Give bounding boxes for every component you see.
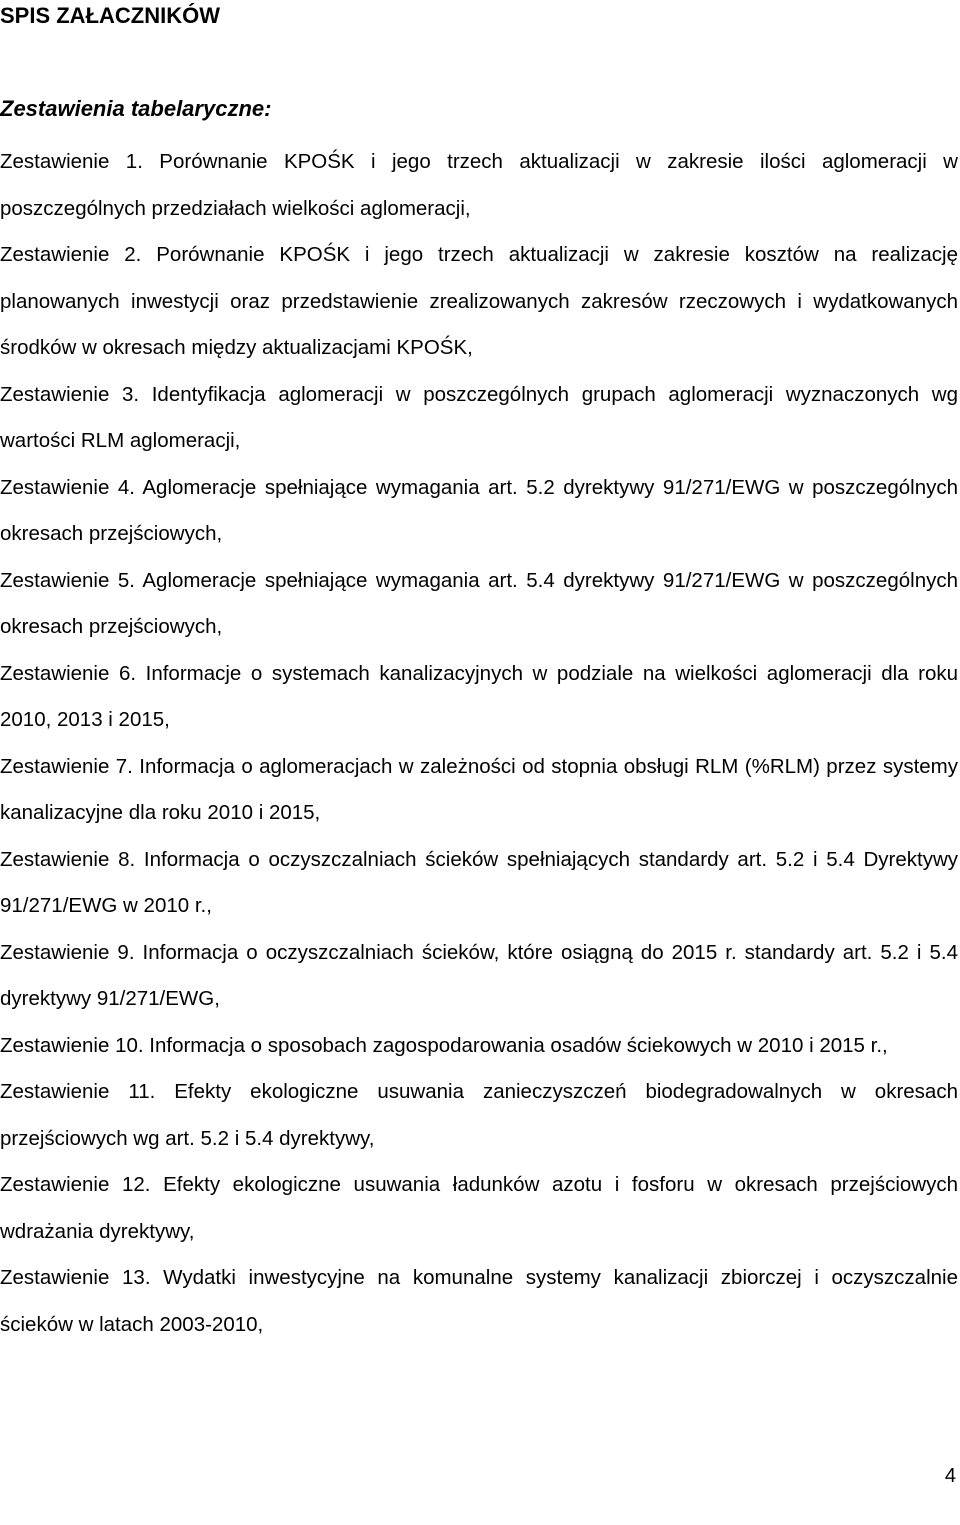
- document-title: SPIS ZAŁACZNIKÓW: [0, 3, 220, 28]
- list-item: Zestawienie 6. Informacje o systemach kanalizacyjnych w podziale na wielkości aglomeracji dla roku 2010, 2013 i 2015,: [0, 661, 958, 731]
- list-item: Zestawienie 1. Porównanie KPOŚK i jego trzech aktualizacji w zakresie ilości aglomeracji w poszczególnych przedziałach wielkości aglomeracji,: [0, 150, 958, 220]
- list-item: Zestawienie 8. Informacja o oczyszczalniach ścieków spełniających standardy art. 5.2 i 5.4 Dyrektywy 91/271/EWG w 2010 r.,: [0, 847, 958, 917]
- section-heading: Zestawienia tabelaryczne:: [0, 96, 272, 121]
- page-number: 4: [944, 1465, 956, 1487]
- list-item: Zestawienie 4. Aglomeracje spełniające wymagania art. 5.2 dyrektywy 91/271/EWG w poszczególnych okresach przejściowych,: [0, 475, 958, 545]
- list-item: Zestawienie 11. Efekty ekologiczne usuwania zanieczyszczeń biodegradowalnych w okresach przejściowych wg art. 5.2 i 5.4 dyrektywy,: [0, 1080, 958, 1150]
- list-item: Zestawienie 9. Informacja o oczyszczalniach ścieków, które osiągną do 2015 r. standardy art. 5.2 i 5.4 dyrektywy 91/271/EWG,: [0, 940, 958, 1010]
- list-item: Zestawienie 13. Wydatki inwestycyjne na komunalne systemy kanalizacji zbiorczej i oczyszczalnie ścieków w latach 2003-2010,: [0, 1266, 958, 1336]
- list-item: Zestawienie 3. Identyfikacja aglomeracji w poszczególnych grupach aglomeracji wyznaczonych wg wartości RLM aglomeracji,: [0, 382, 958, 452]
- list-item: Zestawienie 12. Efekty ekologiczne usuwania ładunków azotu i fosforu w okresach przejściowych wdrażania dyrektywy,: [0, 1173, 958, 1243]
- entries-list: [0, 139, 958, 1348]
- list-item: Zestawienie 7. Informacja o aglomeracjach w zależności od stopnia obsługi RLM (%RLM) przez systemy kanalizacyjne dla roku 2010 i 2015,: [0, 754, 958, 824]
- list-item: Zestawienie 5. Aglomeracje spełniające wymagania art. 5.4 dyrektywy 91/271/EWG w poszczególnych okresach przejściowych,: [0, 568, 958, 638]
- list-item: Zestawienie 10. Informacja o sposobach zagospodarowania osadów ściekowych w 2010 i 2015 r.,: [0, 1033, 888, 1057]
- list-item: Zestawienie 2. Porównanie KPOŚK i jego trzech aktualizacji w zakresie kosztów na realizację planowanych inwestycji oraz przedstawienie zrealizowanych zakresów rzeczowych i wydatkowanych środków w okresach między aktualizacjami KPOŚK,: [0, 243, 958, 359]
